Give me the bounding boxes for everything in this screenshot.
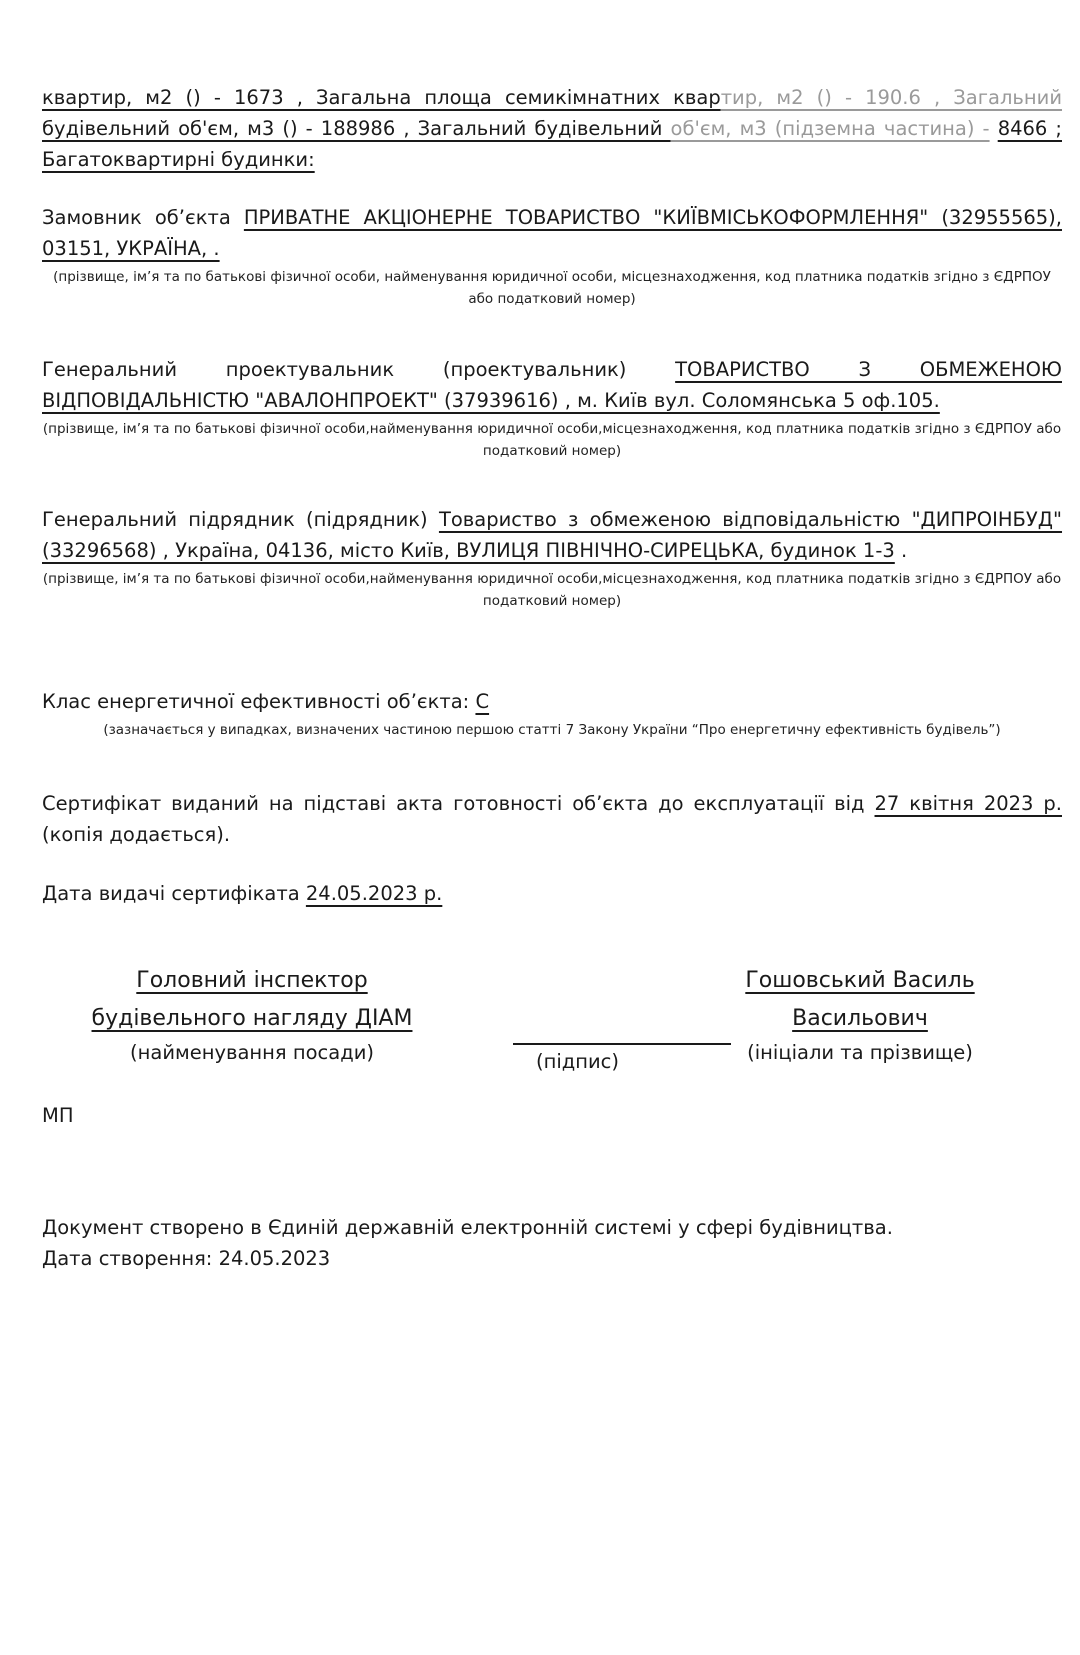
energy-label: Клас енергетичної ефективності об’єкта:	[42, 690, 476, 713]
signature-caption: (підпис)	[536, 1050, 620, 1073]
designer-value: ТОВАРИСТВО З ОБМЕЖЕНОЮ ВІДПОВІДАЛЬНІСТЮ "АВАЛОНПРОЕКТ" (37939616) , м. Київ вул. Соломянська 5 оф.105.	[42, 358, 1062, 412]
customer-label: Замовник об’єкта	[42, 206, 231, 229]
intro-part2: будівельний об'єм, м3 () - 188986 , Загальний будівельний	[42, 117, 671, 140]
position-line1: Головний інспектор	[136, 968, 368, 993]
issue-date-value: 24.05.2023 р.	[305, 882, 443, 905]
issue-label: Дата видачі сертифіката	[42, 882, 306, 905]
certificate-basis	[42, 788, 1062, 850]
designer-section	[42, 354, 1062, 462]
energy-section	[42, 686, 1062, 741]
footer	[42, 1212, 1042, 1274]
signature-line	[513, 1043, 731, 1045]
customer-section	[42, 202, 1062, 310]
contractor-label: Генеральний підрядник (підрядник)	[42, 508, 428, 531]
name-line2: Васильович	[792, 1006, 928, 1031]
designer-note: (прізвище, ім’я та по батькові фізичної особи,найменування юридичної особи,місцезнаходження, код платника податків згідно з ЄДРПОУ або податковий номер)	[42, 421, 1062, 459]
intro-part1: квартир, м2 () - 1673 , Загальна площа семикімнатних квар	[42, 86, 721, 109]
customer-value: ПРИВАТНЕ АКЦІОНЕРНЕ ТОВАРИСТВО "КИЇВМІСЬКОФОРМЛЕННЯ" (32955565), 03151, УКРАЇНА, .	[42, 206, 1062, 260]
position-line2: будівельного нагляду ДІАМ	[91, 1006, 413, 1031]
certificate-text: Сертифікат виданий на підставі акта готовності об’єкта до експлуатації від	[42, 792, 875, 815]
position-caption: (найменування посади)	[130, 1041, 374, 1064]
contractor-value: Товариство з обмеженою відповідальністю "ДИПРОІНБУД" (33296568) , Україна, 04136, місто Київ, ВУЛИЦЯ ПІВНІЧНО-СИРЕЦЬКА, будинок 1-3	[42, 508, 1063, 562]
energy-value: C	[475, 690, 490, 713]
name-caption: (ініціали та прізвище)	[747, 1041, 973, 1064]
customer-note: (прізвище, ім’я та по батькові фізичної особи, найменування юридичної особи, місцезнаходження, код платника податків згідно з ЄДРПОУ або податковий номер)	[53, 269, 1051, 307]
certificate-tail: (копія додається).	[42, 823, 231, 846]
issue-date	[42, 878, 1062, 909]
certificate-date: 27 квітня 2023 р.	[874, 792, 1062, 815]
intro-paragraph	[42, 82, 1062, 175]
position-block	[42, 962, 462, 1068]
intro-part1-faded: тир, м2 () - 190.6 , Загальний	[720, 86, 1063, 109]
footer-line1: Документ створено в Єдиній державній електронній системі у сфері будівництва.	[42, 1216, 893, 1239]
name-line1: Гошовський Василь	[745, 968, 975, 993]
designer-label: Генеральний проектувальник (проектувальник)	[42, 358, 627, 381]
contractor-tail: .	[894, 539, 908, 562]
contractor-note: (прізвище, ім’я та по батькові фізичної особи,найменування юридичної особи,місцезнаходження, код платника податків згідно з ЄДРПОУ або податковий номер)	[42, 571, 1062, 609]
intro-part3: 8466 ; Багатоквартирні будинки:	[42, 117, 1062, 171]
stamp-label: МП	[42, 1104, 74, 1127]
intro-part2-faded: об'єм, м3 (підземна частина) -	[670, 117, 990, 140]
name-block	[710, 962, 1010, 1068]
footer-line2: Дата створення: 24.05.2023	[42, 1247, 331, 1270]
energy-note: (зазначається у випадках, визначених частиною першою статті 7 Закону України “Про енергетичну ефективність будівель”)	[103, 722, 1001, 738]
contractor-section	[42, 504, 1062, 612]
